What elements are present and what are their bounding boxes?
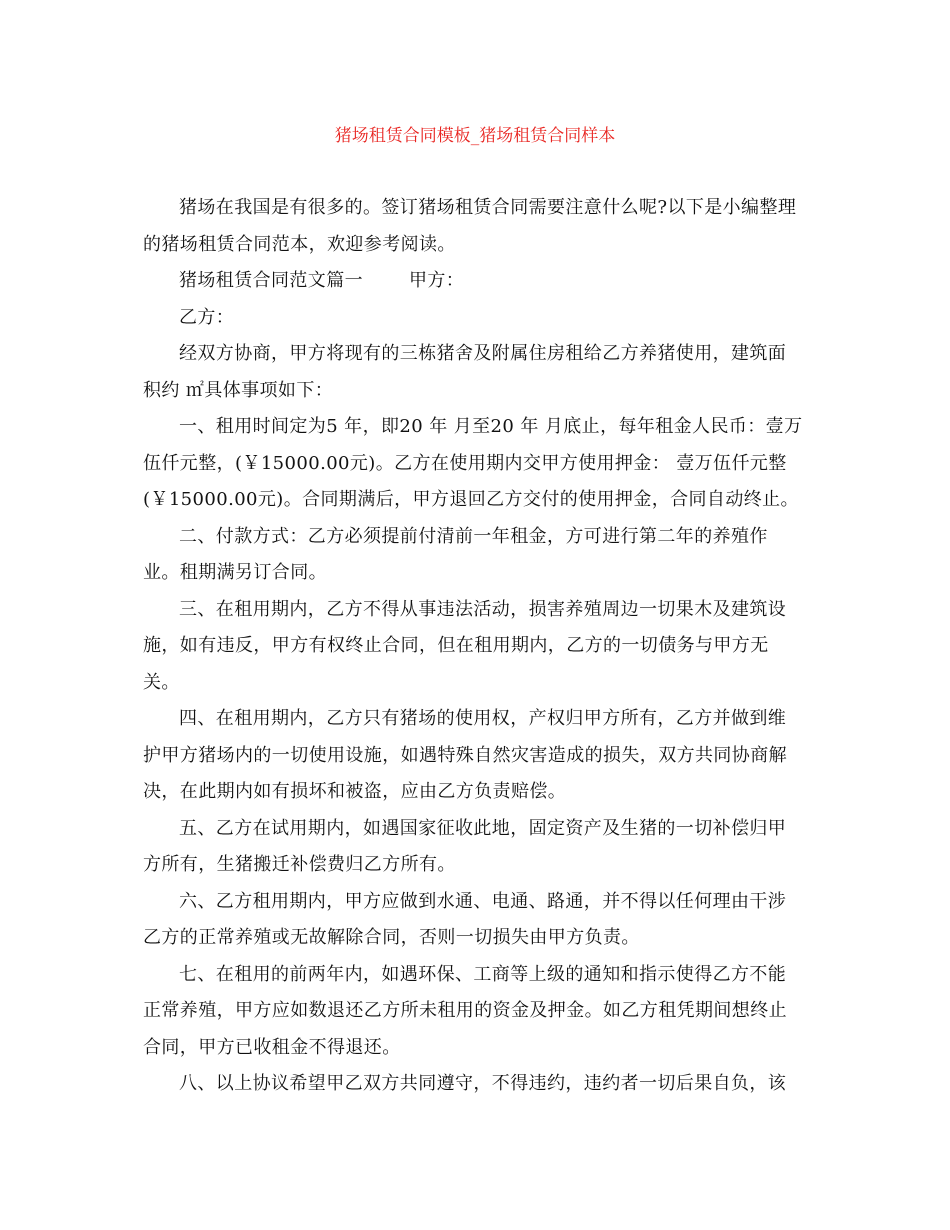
party-a-label: 甲方：	[409, 270, 465, 291]
party-b-label: 乙方：	[179, 306, 235, 328]
document-title: 猪场租赁合同模板_猪场租赁合同样本	[334, 126, 616, 146]
document-body	[143, 190, 803, 1103]
section-heading: 猪场租赁合同范文篇一	[179, 270, 363, 291]
clause-6: 六、乙方租用期内，甲方应做到水通、电通、路通，并不得以任何理由干涉乙方的正常养殖或无故解除合同，否则一切损失由甲方负责。	[143, 890, 787, 948]
clause-7: 七、在租用的前两年内，如遇环保、工商等上级的通知和指示使得乙方不能正常养殖，甲方应如数退还乙方所未租用的资金及押金。如乙方租凭期间想终止合同，甲方已收租金不得退还。	[143, 963, 787, 1058]
clause-2: 二、付款方式：乙方必须提前付清前一年租金，方可进行第二年的养殖作业。租期满另订合同。	[143, 525, 768, 583]
clause-4: 四、在租用期内，乙方只有猪场的使用权，产权归甲方所有，乙方并做到维护甲方猪场内的一切使用设施，如遇特殊自然灾害造成的损失，双方共同协商解决，在此期内如有损坏和被盗，应由乙方负责赔偿。	[143, 708, 787, 802]
preamble-paragraph: 经双方协商，甲方将现有的三栋猪舍及附属住房租给乙方养猪使用，建筑面积约 ㎡具体事项如下：	[143, 343, 787, 401]
clause-3: 三、在租用期内，乙方不得从事违法活动，损害养殖周边一切果木及建筑设施，如有违反，甲方有权终止合同，但在租用期内，乙方的一切债务与甲方无关。	[143, 598, 787, 693]
section-heading-line	[143, 263, 803, 300]
intro-paragraph: 猪场在我国是有很多的。签订猪场租赁合同需要注意什么呢?以下是小编整理的猪场租赁合同范本，欢迎参考阅读。	[143, 197, 797, 255]
clause-5: 五、乙方在试用期内，如遇国家征收此地，固定资产及生猪的一切补偿归甲方所有，生猪搬迁补偿费归乙方所有。	[143, 817, 787, 875]
clause-8: 八、以上协议希望甲乙双方共同遵守，不得违约，违约者一切后果自负，该	[179, 1073, 787, 1094]
clause-1: 一、租用时间定为5 年，即20 年 月至20 年 月底止，每年租金人民币：壹万伍仟元整，(￥15000.00元)。乙方在使用期内交甲方使用押金： 壹万伍仟元整(￥15000.00元)。合同期满后，甲方退回乙方交付的使用押金，合同自动终止。	[143, 416, 803, 510]
